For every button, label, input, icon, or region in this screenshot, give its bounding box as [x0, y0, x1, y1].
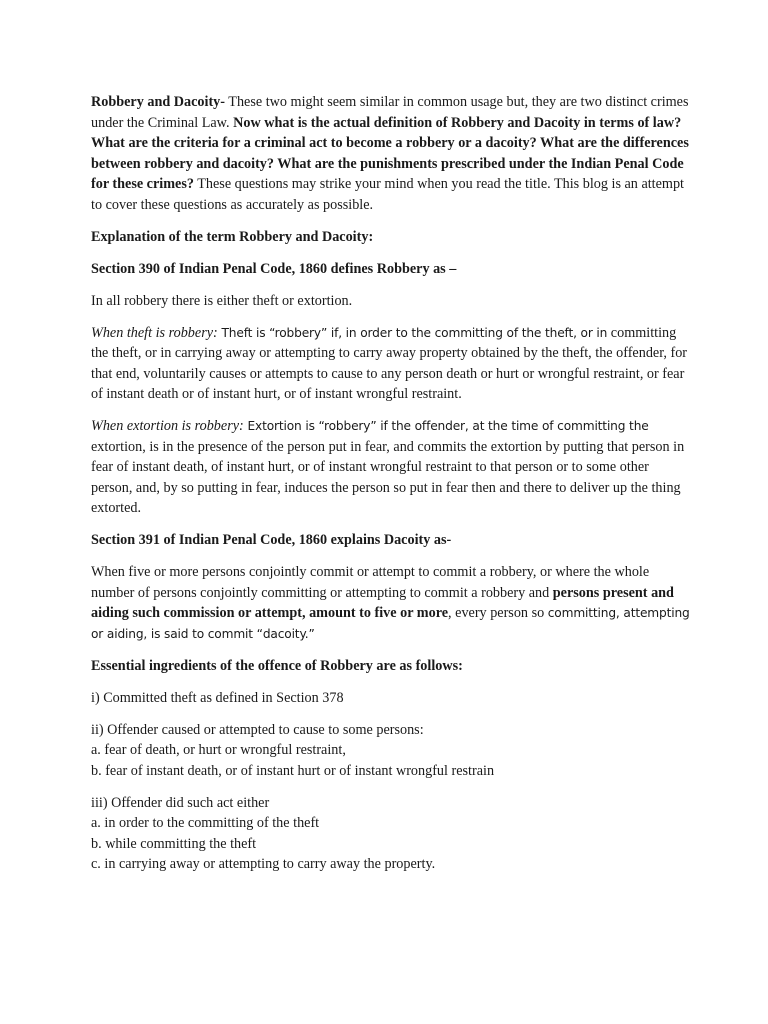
ingredient-3	[91, 793, 691, 875]
dacoity-bold: persons present and aiding such commission or attempt, amount to five or more	[91, 584, 674, 621]
list-item: a. fear of death, or hurt or wrongful restraint,	[91, 742, 346, 758]
intro-text-end: These questions may strike your mind when you read the title. This blog is an attempt to cover these questions as accurately as possible.	[91, 176, 684, 213]
dacoity-text: When five or more persons conjointly commit or attempt to commit a robbery, or where the whole number of persons conjointly committing or attempting to commit a robbery and	[91, 564, 650, 601]
list-item: a. in order to the committing of the theft	[91, 815, 320, 831]
heading-section-391: Section 391 of Indian Penal Code, 1860 explains Dacoity as-	[91, 532, 452, 548]
list-item: b. while committing the theft	[91, 835, 257, 852]
extortion-robbery-text: extortion, is in the presence of the person put in fear, and commits the extortion by putting that person in fear of instant death, of instant hurt, or of instant wrongful restraint to that person or to some other person, and, by so putting in fear, induces the person so put in fear then and there to deliver up the thing extorted.	[91, 438, 685, 516]
ingredient-1: i) Committed theft as defined in Section 378	[91, 689, 344, 706]
dacoity-text-2: , every person so	[448, 605, 548, 621]
dacoity-alt-text: committing, attempting or aiding, is said to commit “dacoity.”	[91, 606, 690, 641]
list-item: c. in carrying away or attempting to carry away the property.	[91, 856, 436, 872]
intro-paragraph	[91, 92, 691, 215]
extortion-robbery-paragraph	[91, 416, 691, 519]
theft-robbery-label: When theft is robbery:	[91, 324, 218, 341]
ingredient-3-title: iii) Offender did such act either	[91, 794, 270, 811]
document-page	[91, 92, 691, 886]
theft-robbery-text: committing the theft, or in carrying away or attempting to carry away property obtained by the theft, the offender, for that end, voluntarily causes or attempts to cause to any person death or hurt or wrongful restraint, or fear of instant death or of instant hurt, or of instant wrongful restraint.	[91, 324, 688, 402]
extortion-robbery-alt-text: Extortion is “robbery” if the offender, at the time of committing the	[243, 419, 649, 433]
theft-robbery-alt-text: Theft is “robbery” if, in order to the committing of the theft, or in	[217, 325, 608, 340]
intro-questions: Now what is the actual definition of Robbery and Dacoity in terms of law? What are the criteria for a criminal act to become a robbery or a dacoity? What are the differences between robbery and dacoity? What are the punishments prescribed under the Indian Penal Code for these crimes?	[91, 114, 689, 192]
heading-section-390: Section 390 of Indian Penal Code, 1860 defines Robbery as –	[91, 260, 457, 277]
theft-robbery-paragraph	[91, 323, 691, 405]
intro-title: Robbery and Dacoity-	[91, 94, 225, 110]
heading-ingredients: Essential ingredients of the offence of Robbery are as follows:	[91, 657, 463, 674]
heading-explanation: Explanation of the term Robbery and Dacoity:	[91, 228, 374, 245]
ingredient-2-title: ii) Offender caused or attempted to cause to some persons:	[91, 721, 424, 738]
extortion-robbery-label: When extortion is robbery:	[91, 418, 244, 434]
list-item: b. fear of instant death, or of instant hurt or of instant wrongful restrain	[91, 762, 495, 779]
robbery-intro: In all robbery there is either theft or extortion.	[91, 292, 353, 309]
dacoity-paragraph	[91, 562, 691, 644]
ingredient-2	[91, 720, 691, 782]
intro-text: These two might seem similar in common usage but, they are two distinct crimes under the Criminal Law.	[91, 94, 689, 131]
